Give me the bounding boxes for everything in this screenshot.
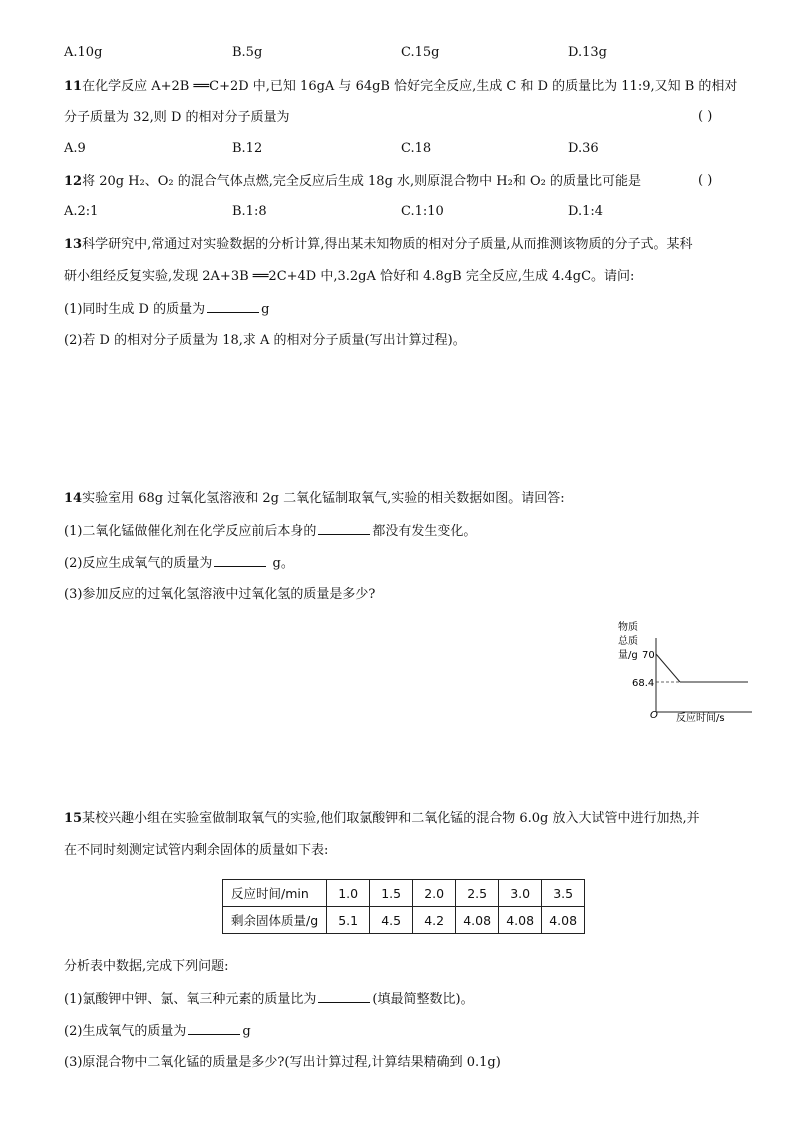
q11-option-d: D.36 bbox=[568, 141, 599, 156]
q14-sub1-text: (1)二氧化锰做催化剂在化学反应前后本身的 bbox=[64, 524, 317, 539]
q11-option-a: A.9 bbox=[64, 141, 86, 156]
q10-options bbox=[64, 45, 744, 63]
q11-line1 bbox=[64, 78, 737, 96]
q15-sub1 bbox=[64, 990, 474, 1009]
table-cell: 2.5 bbox=[456, 880, 499, 907]
table-header-mass: 剩余固体质量/g bbox=[223, 907, 327, 934]
graph-ylabel-line3: 量/g bbox=[618, 650, 638, 661]
q13-number: 13 bbox=[64, 237, 83, 252]
q15-number: 15 bbox=[64, 811, 83, 826]
graph-origin-label: O bbox=[650, 710, 658, 721]
q10-option-c: C.15g bbox=[401, 45, 440, 60]
q14-text1: 实验室用 68g 过氧化氢溶液和 2g 二氧化锰制取氧气,实验的相关数据如图。请回答: bbox=[82, 491, 565, 506]
q12-option-d: D.1:4 bbox=[568, 204, 604, 219]
q11-number: 11 bbox=[64, 79, 83, 94]
q10-option-b: B.5g bbox=[232, 45, 263, 60]
table-cell: 4.08 bbox=[542, 907, 585, 934]
q14-sub2-unit: g。 bbox=[268, 556, 294, 571]
q13-sub1-blank[interactable] bbox=[207, 300, 259, 313]
graph-y-end-label: 68.4 bbox=[632, 678, 655, 689]
q14-sub2-blank[interactable] bbox=[214, 554, 266, 567]
q12-line1 bbox=[64, 173, 641, 191]
q15-text1: 某校兴趣小组在实验室做制取氧气的实验,他们取氯酸钾和二氧化锰的混合物 6.0g 放入大试管中进行加热,并 bbox=[82, 811, 700, 826]
q15-sub3: (3)原混合物中二氧化锰的质量是多少?(写出计算过程,计算结果精确到 0.1g) bbox=[64, 1055, 501, 1070]
q14-sub1 bbox=[64, 522, 476, 541]
q10-option-d: D.13g bbox=[568, 45, 607, 60]
q15-sub1-blank[interactable] bbox=[318, 990, 370, 1003]
q11-answer-paren: ( ) bbox=[698, 109, 713, 124]
table-row-mass bbox=[223, 907, 585, 934]
graph-ylabel-line2: 总质 bbox=[618, 636, 638, 647]
q14-sub2-text: (2)反应生成氧气的质量为 bbox=[64, 556, 213, 571]
q12-answer-paren: ( ) bbox=[698, 173, 713, 188]
q15-data-table bbox=[222, 879, 585, 934]
table-cell: 4.2 bbox=[413, 907, 456, 934]
q13-sub1-unit: g bbox=[261, 302, 270, 317]
q12-option-c: C.1:10 bbox=[401, 204, 444, 219]
q15-line1 bbox=[64, 810, 700, 828]
q14-line1 bbox=[64, 490, 565, 508]
q12-option-b: B.1:8 bbox=[232, 204, 267, 219]
q13-text1: 科学研究中,常通过对实验数据的分析计算,得出某未知物质的相对分子质量,从而推测该物质的分子式。某科 bbox=[82, 237, 693, 252]
table-cell: 4.08 bbox=[456, 907, 499, 934]
q11-options bbox=[64, 141, 744, 159]
table-cell: 3.0 bbox=[499, 880, 542, 907]
q11-option-b: B.12 bbox=[232, 141, 263, 156]
q11-option-c: C.18 bbox=[401, 141, 432, 156]
q14-mass-time-graph bbox=[612, 618, 762, 728]
q13-sub2: (2)若 D 的相对分子质量为 18,求 A 的相对分子质量(写出计算过程)。 bbox=[64, 333, 466, 348]
graph-ylabel-line1: 物质 bbox=[618, 622, 638, 633]
table-cell: 4.08 bbox=[499, 907, 542, 934]
q10-option-a: A.10g bbox=[64, 45, 103, 60]
q11-text1: 在化学反应 A+2B ══C+2D 中,已知 16gA 与 64gB 恰好完全反应,生成 C 和 D 的质量比为 11:9,又知 B 的相对 bbox=[82, 79, 738, 94]
table-cell: 5.1 bbox=[327, 907, 370, 934]
q15-sub1-text: (1)氯酸钾中钾、氯、氧三种元素的质量比为 bbox=[64, 992, 317, 1007]
table-cell: 1.5 bbox=[370, 880, 413, 907]
table-cell: 1.0 bbox=[327, 880, 370, 907]
q11-line2: 分子质量为 32,则 D 的相对分子质量为 bbox=[64, 110, 290, 125]
q14-sub1-blank[interactable] bbox=[318, 522, 370, 535]
q15-line2: 在不同时刻测定试管内剩余固体的质量如下表: bbox=[64, 843, 329, 858]
q14-sub3: (3)参加反应的过氧化氢溶液中过氧化氢的质量是多少? bbox=[64, 587, 376, 602]
q15-sub2 bbox=[64, 1022, 251, 1041]
table-cell: 2.0 bbox=[413, 880, 456, 907]
q15-sub2-unit: g bbox=[242, 1024, 251, 1039]
q15-sub1-tail: (填最简整数比)。 bbox=[372, 992, 474, 1007]
q14-number: 14 bbox=[64, 491, 83, 506]
q12-number: 12 bbox=[64, 174, 83, 189]
q12-text1: 将 20g H₂、O₂ 的混合气体点燃,完全反应后生成 18g 水,则原混合物中 H₂和 O₂ 的质量比可能是 bbox=[82, 174, 641, 189]
table-cell: 4.5 bbox=[370, 907, 413, 934]
q12-options bbox=[64, 204, 744, 222]
q14-sub1-tail: 都没有发生变化。 bbox=[372, 524, 477, 539]
q13-sub1-text: (1)同时生成 D 的质量为 bbox=[64, 302, 206, 317]
q15-sub2-blank[interactable] bbox=[188, 1022, 240, 1035]
table-cell: 3.5 bbox=[542, 880, 585, 907]
table-header-time: 反应时间/min bbox=[223, 880, 327, 907]
q13-line2: 研小组经反复实验,发现 2A+3B ══2C+4D 中,3.2gA 恰好和 4.8gB 完全反应,生成 4.4gC。请问: bbox=[64, 269, 635, 284]
q15-intro: 分析表中数据,完成下列问题: bbox=[64, 959, 229, 974]
graph-y-start-label: 70 bbox=[642, 650, 655, 661]
q15-sub2-text: (2)生成氧气的质量为 bbox=[64, 1024, 187, 1039]
q12-option-a: A.2:1 bbox=[64, 204, 99, 219]
graph-declining-segment bbox=[656, 654, 680, 682]
q13-sub1 bbox=[64, 300, 269, 319]
graph-xlabel: 反应时间/s bbox=[676, 713, 725, 724]
q13-line1 bbox=[64, 236, 693, 254]
table-row-time bbox=[223, 880, 585, 907]
q14-sub2 bbox=[64, 554, 294, 573]
